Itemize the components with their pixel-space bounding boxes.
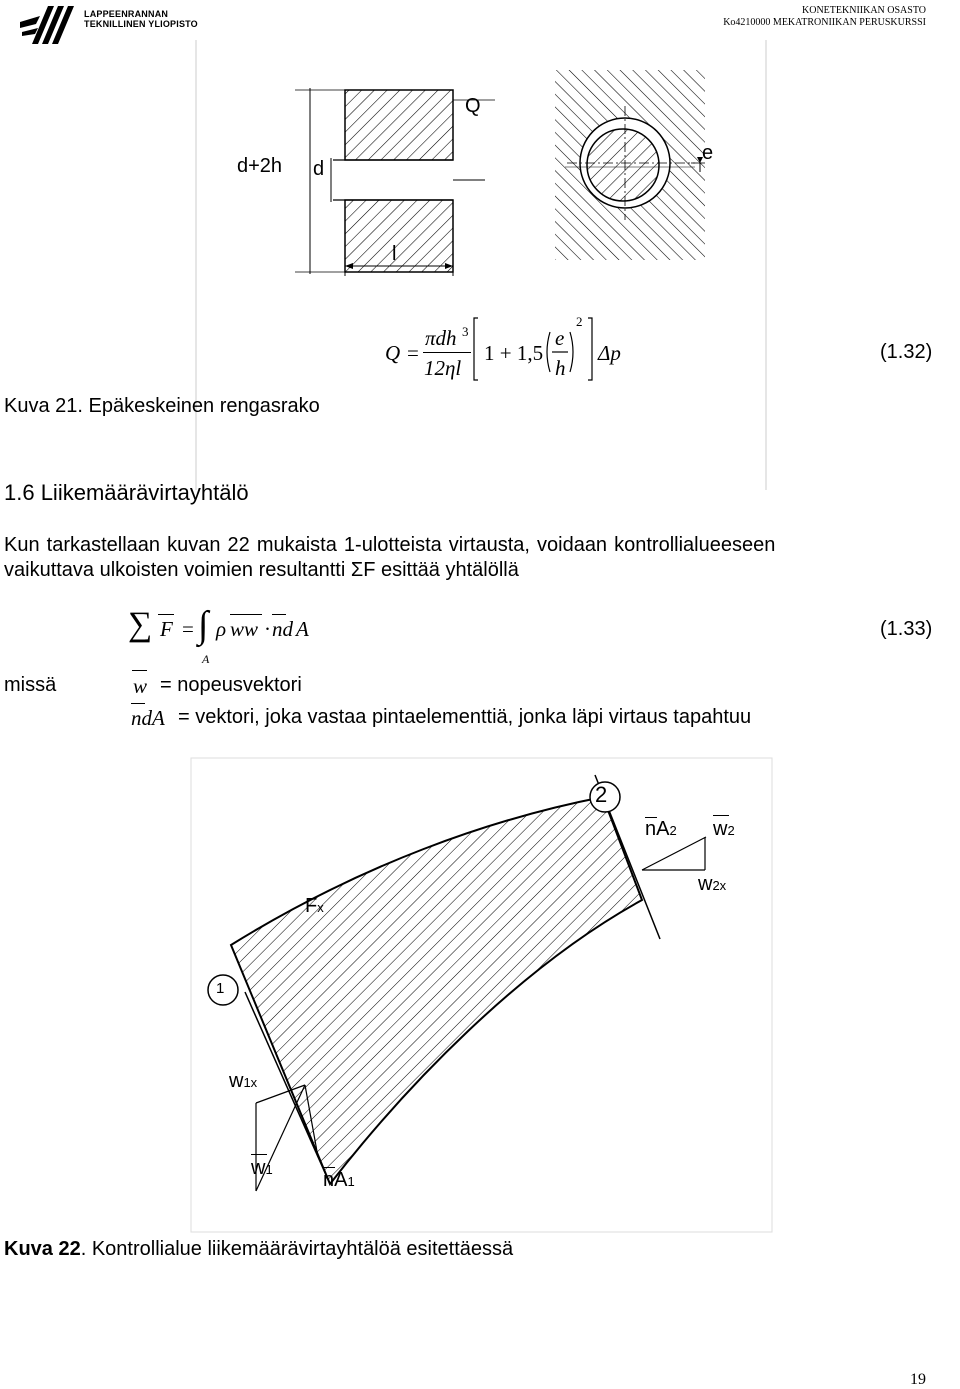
w-definition: = nopeusvektori — [160, 674, 302, 696]
eq133-A: A — [296, 617, 309, 641]
length-label: l — [392, 243, 397, 265]
inner-diameter-label: d — [313, 158, 325, 180]
section-1-number: 1 — [216, 980, 225, 997]
eq132-delta-p: Δp — [598, 341, 621, 365]
figure-22-caption: Kuva 22. Kontrollialue liikemäärävirtayhtälöä esitettäessä — [4, 1238, 514, 1260]
tube-bottom-wall — [345, 200, 453, 272]
figure-21-caption: Kuva 21. Epäkeskeinen rengasrako — [4, 395, 320, 417]
section-heading: 1.6 Liikemäärävirtayhtälö — [4, 480, 249, 505]
eq132-one-plus: 1 + 1,5 — [484, 341, 544, 365]
flow-rate-label: Q — [465, 95, 481, 117]
page-number: 19 — [910, 1371, 926, 1388]
eq133-sum: ∑ — [128, 606, 153, 643]
w1-overline — [251, 1154, 267, 1155]
eq133-n-overline — [272, 614, 286, 615]
Fx-label: Fx — [305, 895, 324, 917]
figure-22-diagram — [190, 757, 775, 1235]
eq133-integral-subscript: A — [202, 652, 210, 666]
ndA-definition: = vektori, joka vastaa pintaelementtiä, jonka läpi virtaus tapahtuu — [178, 706, 752, 728]
outer-diameter-label: d+2h — [237, 155, 283, 177]
paragraph-line-2: vaikuttava ulkoisten voimien resultantti ΣF esittää yhtälöllä — [4, 559, 519, 581]
ndA-symbol-overline — [131, 703, 145, 704]
course-name: Ko4210000 MEKATRONIIKAN PERUSKURSSI — [723, 17, 926, 28]
paragraph-line-1: Kun tarkastellaan kuvan 22 mukaista 1-ulotteista virtausta, voidaan kontrollialueeseen — [4, 534, 776, 556]
w2-overline — [713, 815, 729, 816]
nA1-label: nA1 — [323, 1169, 355, 1191]
nA2-label: nA2 — [645, 818, 677, 840]
eq132-fraction-h: h — [555, 356, 566, 380]
eq133-nd: nd — [272, 617, 293, 641]
nA1-overline — [323, 1167, 335, 1168]
eq133-number: (1.33) — [880, 618, 933, 640]
w-symbol: w — [133, 674, 148, 698]
ndA-symbol: ndA — [131, 706, 165, 730]
w1x-label: w1x — [229, 1070, 258, 1092]
eq133-dot: · — [264, 617, 271, 641]
figure-21-diagram — [195, 40, 770, 490]
definitions-intro: missä — [4, 674, 57, 696]
w2-label: w2 — [713, 818, 735, 840]
w1-label: w1 — [251, 1157, 273, 1179]
eq132-lhs: Q — [385, 341, 401, 365]
control-volume — [231, 797, 642, 1184]
section-2-number: 2 — [595, 782, 608, 807]
eq133-F: F — [160, 617, 173, 641]
shaft-circle — [587, 129, 659, 201]
tube-top-wall — [345, 90, 453, 160]
eccentricity-label: e — [702, 142, 714, 164]
eq133-ww-overline — [230, 614, 262, 615]
w2x-label: w2x — [698, 873, 727, 895]
w-symbol-overline — [132, 670, 147, 671]
logo-emblem-icon — [18, 4, 88, 44]
eq132-fraction-bar — [423, 352, 471, 353]
department-name: KONETEKNIIKAN OSASTO — [802, 5, 926, 16]
eq132-numerator-exponent: 3 — [462, 324, 469, 339]
eq132-equals: = — [407, 341, 419, 365]
eq132-denominator: 12ηl — [424, 356, 462, 380]
logo-line-1: LAPPEENRANNAN — [84, 9, 169, 19]
eq133-rho: ρ — [216, 617, 227, 641]
university-logo — [18, 4, 218, 44]
logo-line-2: TEKNILLINEN YLIOPISTO — [84, 19, 198, 29]
eq133-F-overline — [158, 614, 174, 615]
eq133-integral: ∫ — [198, 604, 209, 646]
eq132-numerator: πdh — [425, 326, 457, 350]
eq132-fraction-e: e — [555, 326, 565, 350]
eq132-number: (1.32) — [880, 341, 933, 363]
eq133-equals: = — [182, 617, 194, 641]
eq132-square: 2 — [576, 314, 583, 329]
eq133-ww: ww — [230, 617, 259, 641]
